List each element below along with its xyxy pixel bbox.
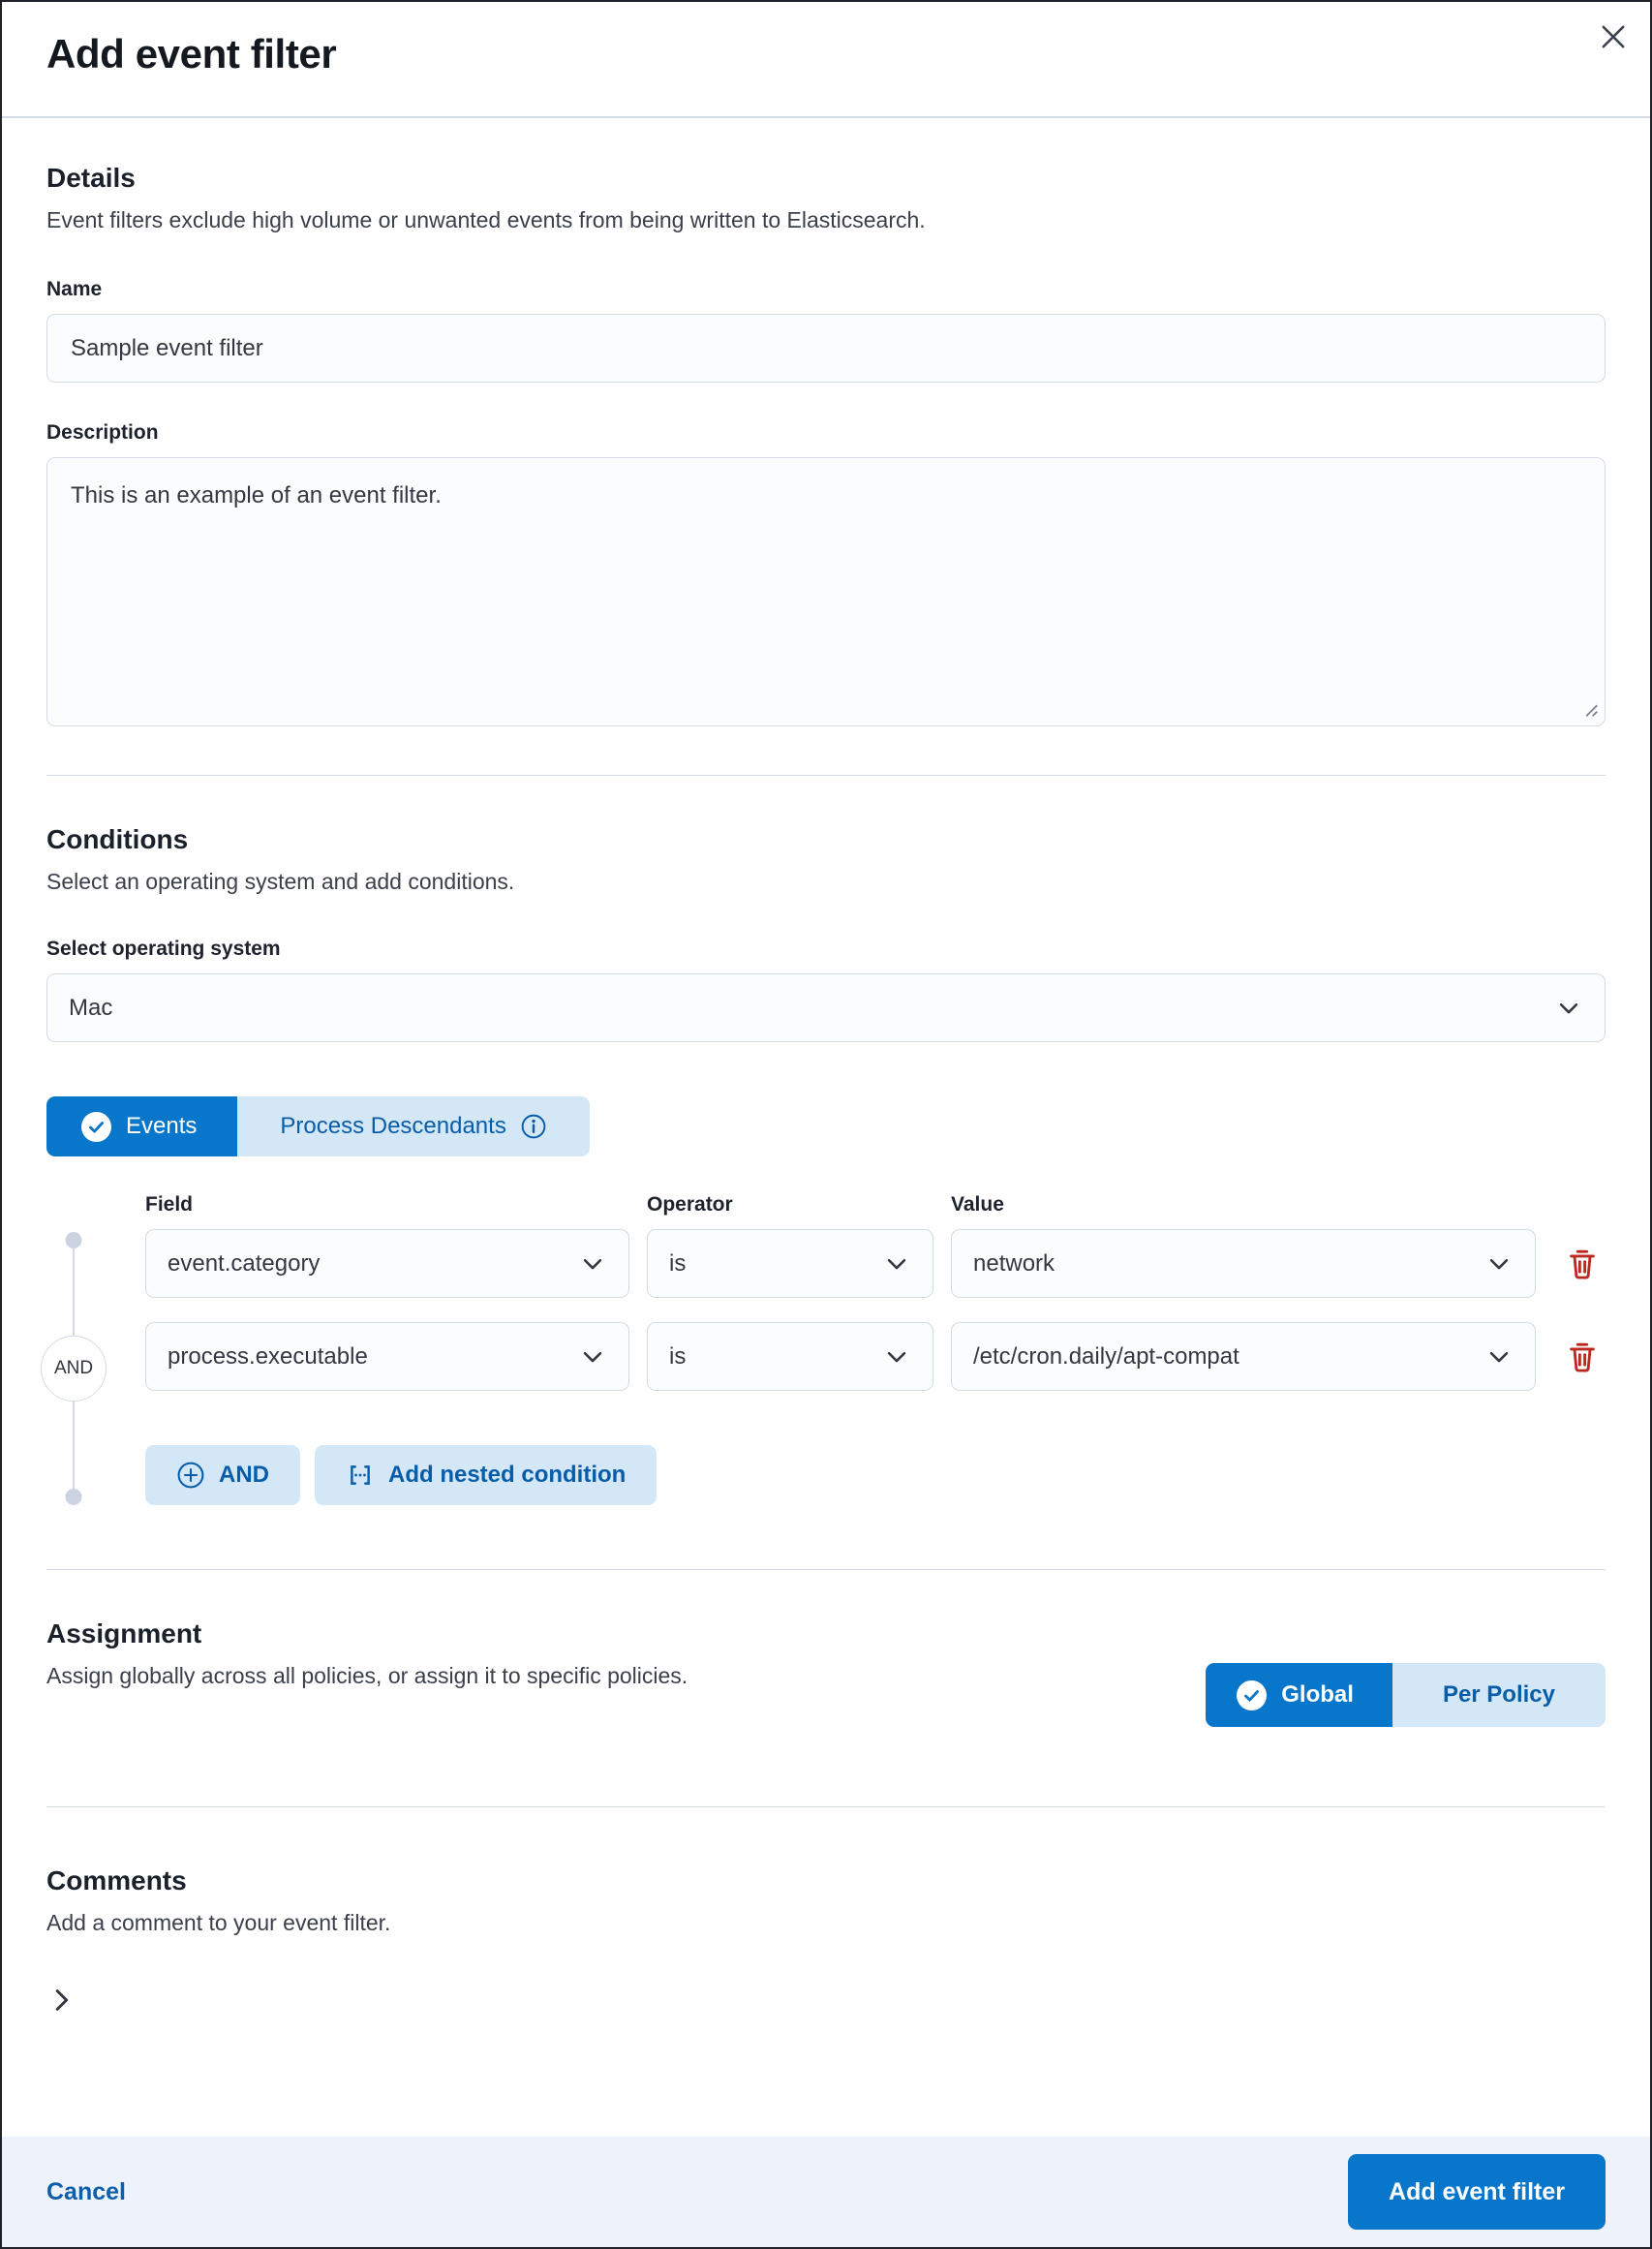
comments-subtitle: Add a comment to your event filter. — [46, 1910, 391, 1935]
modal-footer — [2, 2137, 1650, 2247]
add-nested-condition-label: Add nested condition — [388, 1462, 627, 1488]
delete-condition-button[interactable] — [1559, 1241, 1606, 1287]
field-select[interactable] — [145, 1322, 629, 1391]
operator-select-value: is — [669, 1342, 687, 1370]
modal-header — [2, 2, 1650, 118]
divider — [46, 1569, 1606, 1570]
details-description: Event filters exclude high volume or unwanted events from being written to Elasticsearch. — [46, 207, 926, 232]
assignment-subtitle: Assign globally across all policies, or assign it to specific policies. — [46, 1663, 688, 1688]
chevron-down-icon — [882, 1249, 911, 1279]
operator-select-value: is — [669, 1249, 687, 1277]
add-and-condition-button[interactable] — [145, 1445, 300, 1505]
value-select[interactable] — [951, 1322, 1536, 1391]
tab-process-descendants-label: Process Descendants — [280, 1113, 506, 1139]
tab-process-descendants[interactable] — [237, 1096, 589, 1156]
condition-builder — [46, 1193, 1606, 1505]
check-circle-icon — [1237, 1680, 1267, 1710]
tab-events[interactable] — [46, 1096, 237, 1156]
os-select-value: Mac — [69, 994, 113, 1021]
field-select[interactable] — [145, 1229, 629, 1298]
field-column-label: Field — [145, 1193, 194, 1216]
toggle-global[interactable] — [1206, 1663, 1392, 1727]
toggle-global-label: Global — [1281, 1681, 1354, 1708]
toggle-per-policy[interactable] — [1392, 1663, 1606, 1727]
modal-body — [2, 118, 1650, 2137]
field-select-value: process.executable — [168, 1342, 368, 1370]
plus-circle-icon — [176, 1461, 205, 1490]
condition-row — [145, 1229, 1606, 1298]
connector-dot — [66, 1489, 82, 1505]
condition-type-tabs — [46, 1096, 590, 1156]
divider — [46, 775, 1606, 776]
comments-heading: Comments — [46, 1865, 187, 1895]
tab-events-label: Events — [126, 1113, 198, 1139]
assignment-heading: Assignment — [46, 1618, 202, 1648]
add-and-condition-label: AND — [219, 1462, 269, 1488]
name-input[interactable] — [46, 314, 1606, 383]
info-icon[interactable] — [520, 1113, 547, 1140]
os-select[interactable] — [46, 973, 1606, 1042]
description-label: Description — [46, 421, 159, 444]
close-icon — [1597, 20, 1630, 53]
chevron-down-icon — [578, 1249, 607, 1279]
chevron-right-icon — [46, 1986, 76, 2015]
chevron-down-icon — [578, 1342, 607, 1371]
operator-select[interactable] — [647, 1229, 933, 1298]
value-select[interactable] — [951, 1229, 1536, 1298]
field-select-value: event.category — [168, 1249, 321, 1277]
nested-condition-icon — [346, 1461, 375, 1490]
value-select-value: /etc/cron.daily/apt-compat — [973, 1342, 1239, 1370]
comments-expand-button[interactable] — [46, 1979, 89, 2021]
delete-condition-button[interactable] — [1559, 1334, 1606, 1380]
and-connector — [46, 1232, 101, 1505]
condition-row — [145, 1322, 1606, 1391]
assignment-section — [46, 1618, 1606, 1727]
add-nested-condition-button[interactable] — [315, 1445, 657, 1505]
assignment-toggle — [1206, 1663, 1606, 1727]
toggle-per-policy-label: Per Policy — [1442, 1681, 1555, 1708]
os-select-label: Select operating system — [46, 938, 281, 960]
conditions-subtitle: Select an operating system and add conditions. — [46, 869, 515, 894]
close-button[interactable] — [1588, 12, 1638, 62]
description-textarea[interactable] — [46, 457, 1606, 726]
trash-icon — [1564, 1339, 1601, 1375]
and-connector-badge: AND — [41, 1336, 107, 1402]
cancel-button[interactable]: Cancel — [46, 2177, 126, 2205]
operator-column-label: Operator — [647, 1193, 733, 1216]
value-column-label: Value — [951, 1193, 1004, 1216]
chevron-down-icon — [1484, 1342, 1514, 1371]
chevron-down-icon — [882, 1342, 911, 1371]
operator-select[interactable] — [647, 1322, 933, 1391]
name-label: Name — [46, 278, 103, 300]
connector-dot — [66, 1232, 82, 1248]
conditions-heading: Conditions — [46, 824, 189, 854]
add-event-filter-button[interactable]: Add event filter — [1348, 2154, 1606, 2230]
trash-icon — [1564, 1246, 1601, 1282]
check-circle-icon — [81, 1112, 111, 1142]
divider — [46, 1806, 1606, 1807]
details-heading: Details — [46, 163, 136, 193]
chevron-down-icon — [1484, 1249, 1514, 1279]
page-title: Add event filter — [46, 31, 337, 77]
chevron-down-icon — [1554, 994, 1583, 1023]
value-select-value: network — [973, 1249, 1055, 1277]
